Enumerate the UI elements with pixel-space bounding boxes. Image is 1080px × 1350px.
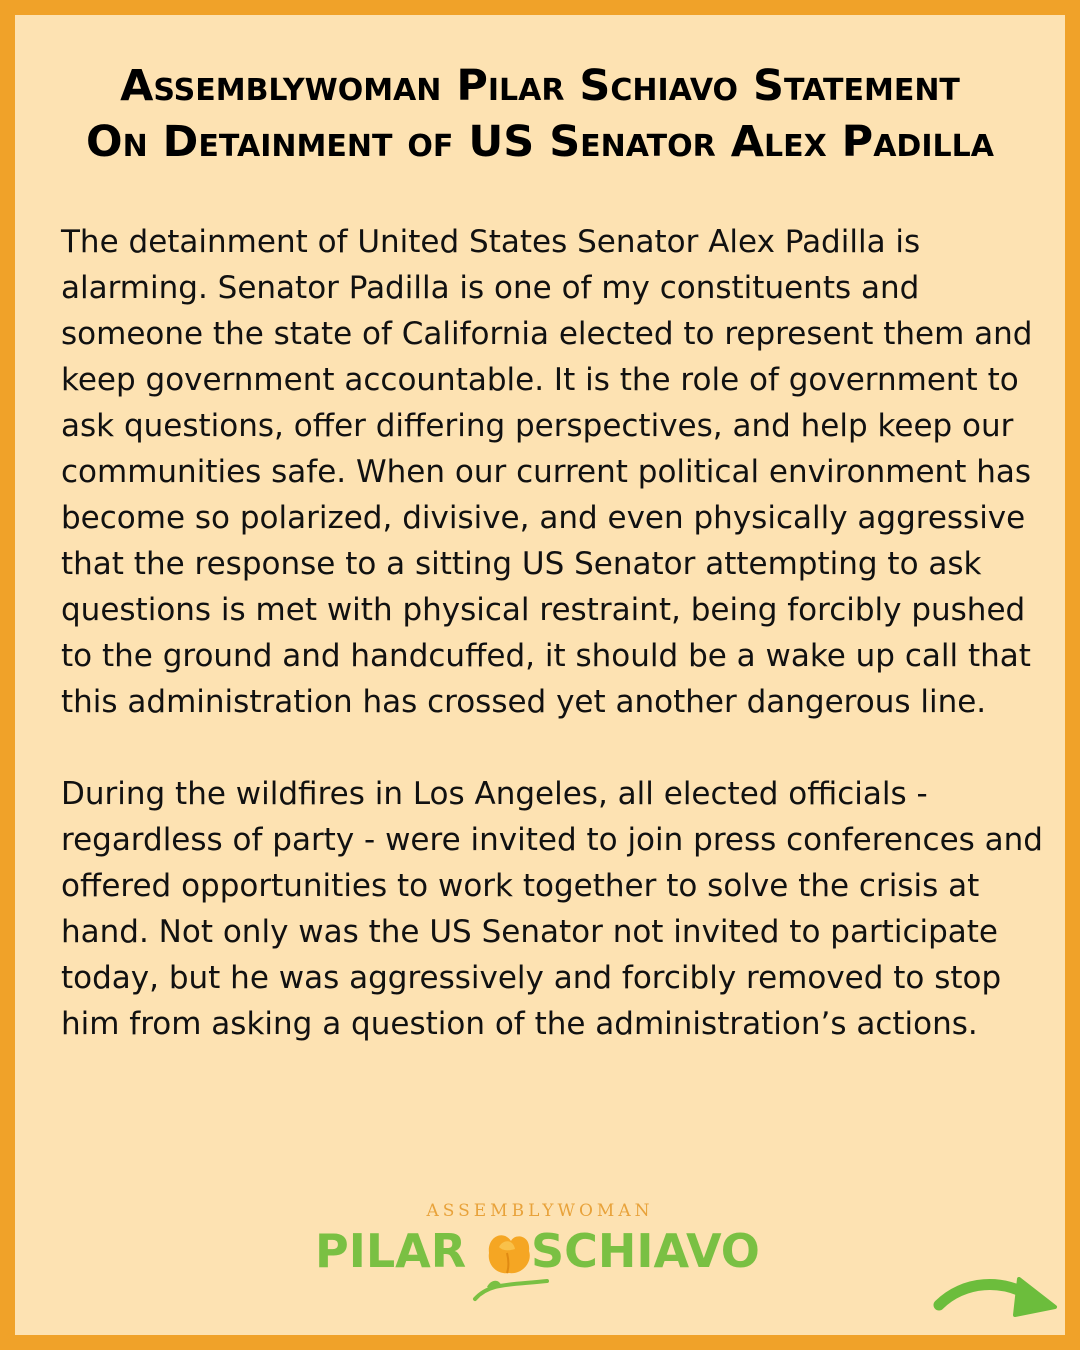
logo-kicker: ASSEMBLYWOMAN	[426, 1201, 654, 1221]
logo-first-name: PILAR	[315, 1224, 467, 1278]
statement-paragraph-2: During the wildfires in Los Angeles, all elected officials - regardless of party - were invited to join press conferences and offered opportunities to work together to solve the crisis at hand. Not only was the US Senator not invited to participate today, but he was aggressively and forcibly removed to stop him from asking a question of the administration’s actions.	[61, 776, 1043, 1042]
logo-last-name: SCHIAVO	[531, 1224, 760, 1278]
title-line-1: Assemblywoman Pilar Schiavo Statement	[120, 61, 960, 111]
title-line-2: On Detainment of US Senator Alex Padilla	[86, 117, 994, 167]
page-title	[15, 58, 1065, 170]
pilar-schiavo-logo	[305, 1201, 775, 1301]
arrow-right-icon[interactable]	[933, 1263, 1063, 1323]
statement-card	[15, 15, 1065, 1335]
statement-body	[61, 219, 1051, 1047]
statement-paragraph-1: The detainment of United States Senator Alex Padilla is alarming. Senator Padilla is one of my constituents and someone the state of California elected to represent them and keep government accountable. It is the role of government to ask questions, offer differing perspectives, and help keep our communities safe. When our current political environment has become so polarized, divisive, and even physically aggressive that the response to a sitting US Senator attempting to ask questions is met with physical restraint, being forcibly pushed to the ground and handcuffed, it should be a wake up call that this administration has crossed yet another dangerous line.	[61, 224, 1033, 720]
